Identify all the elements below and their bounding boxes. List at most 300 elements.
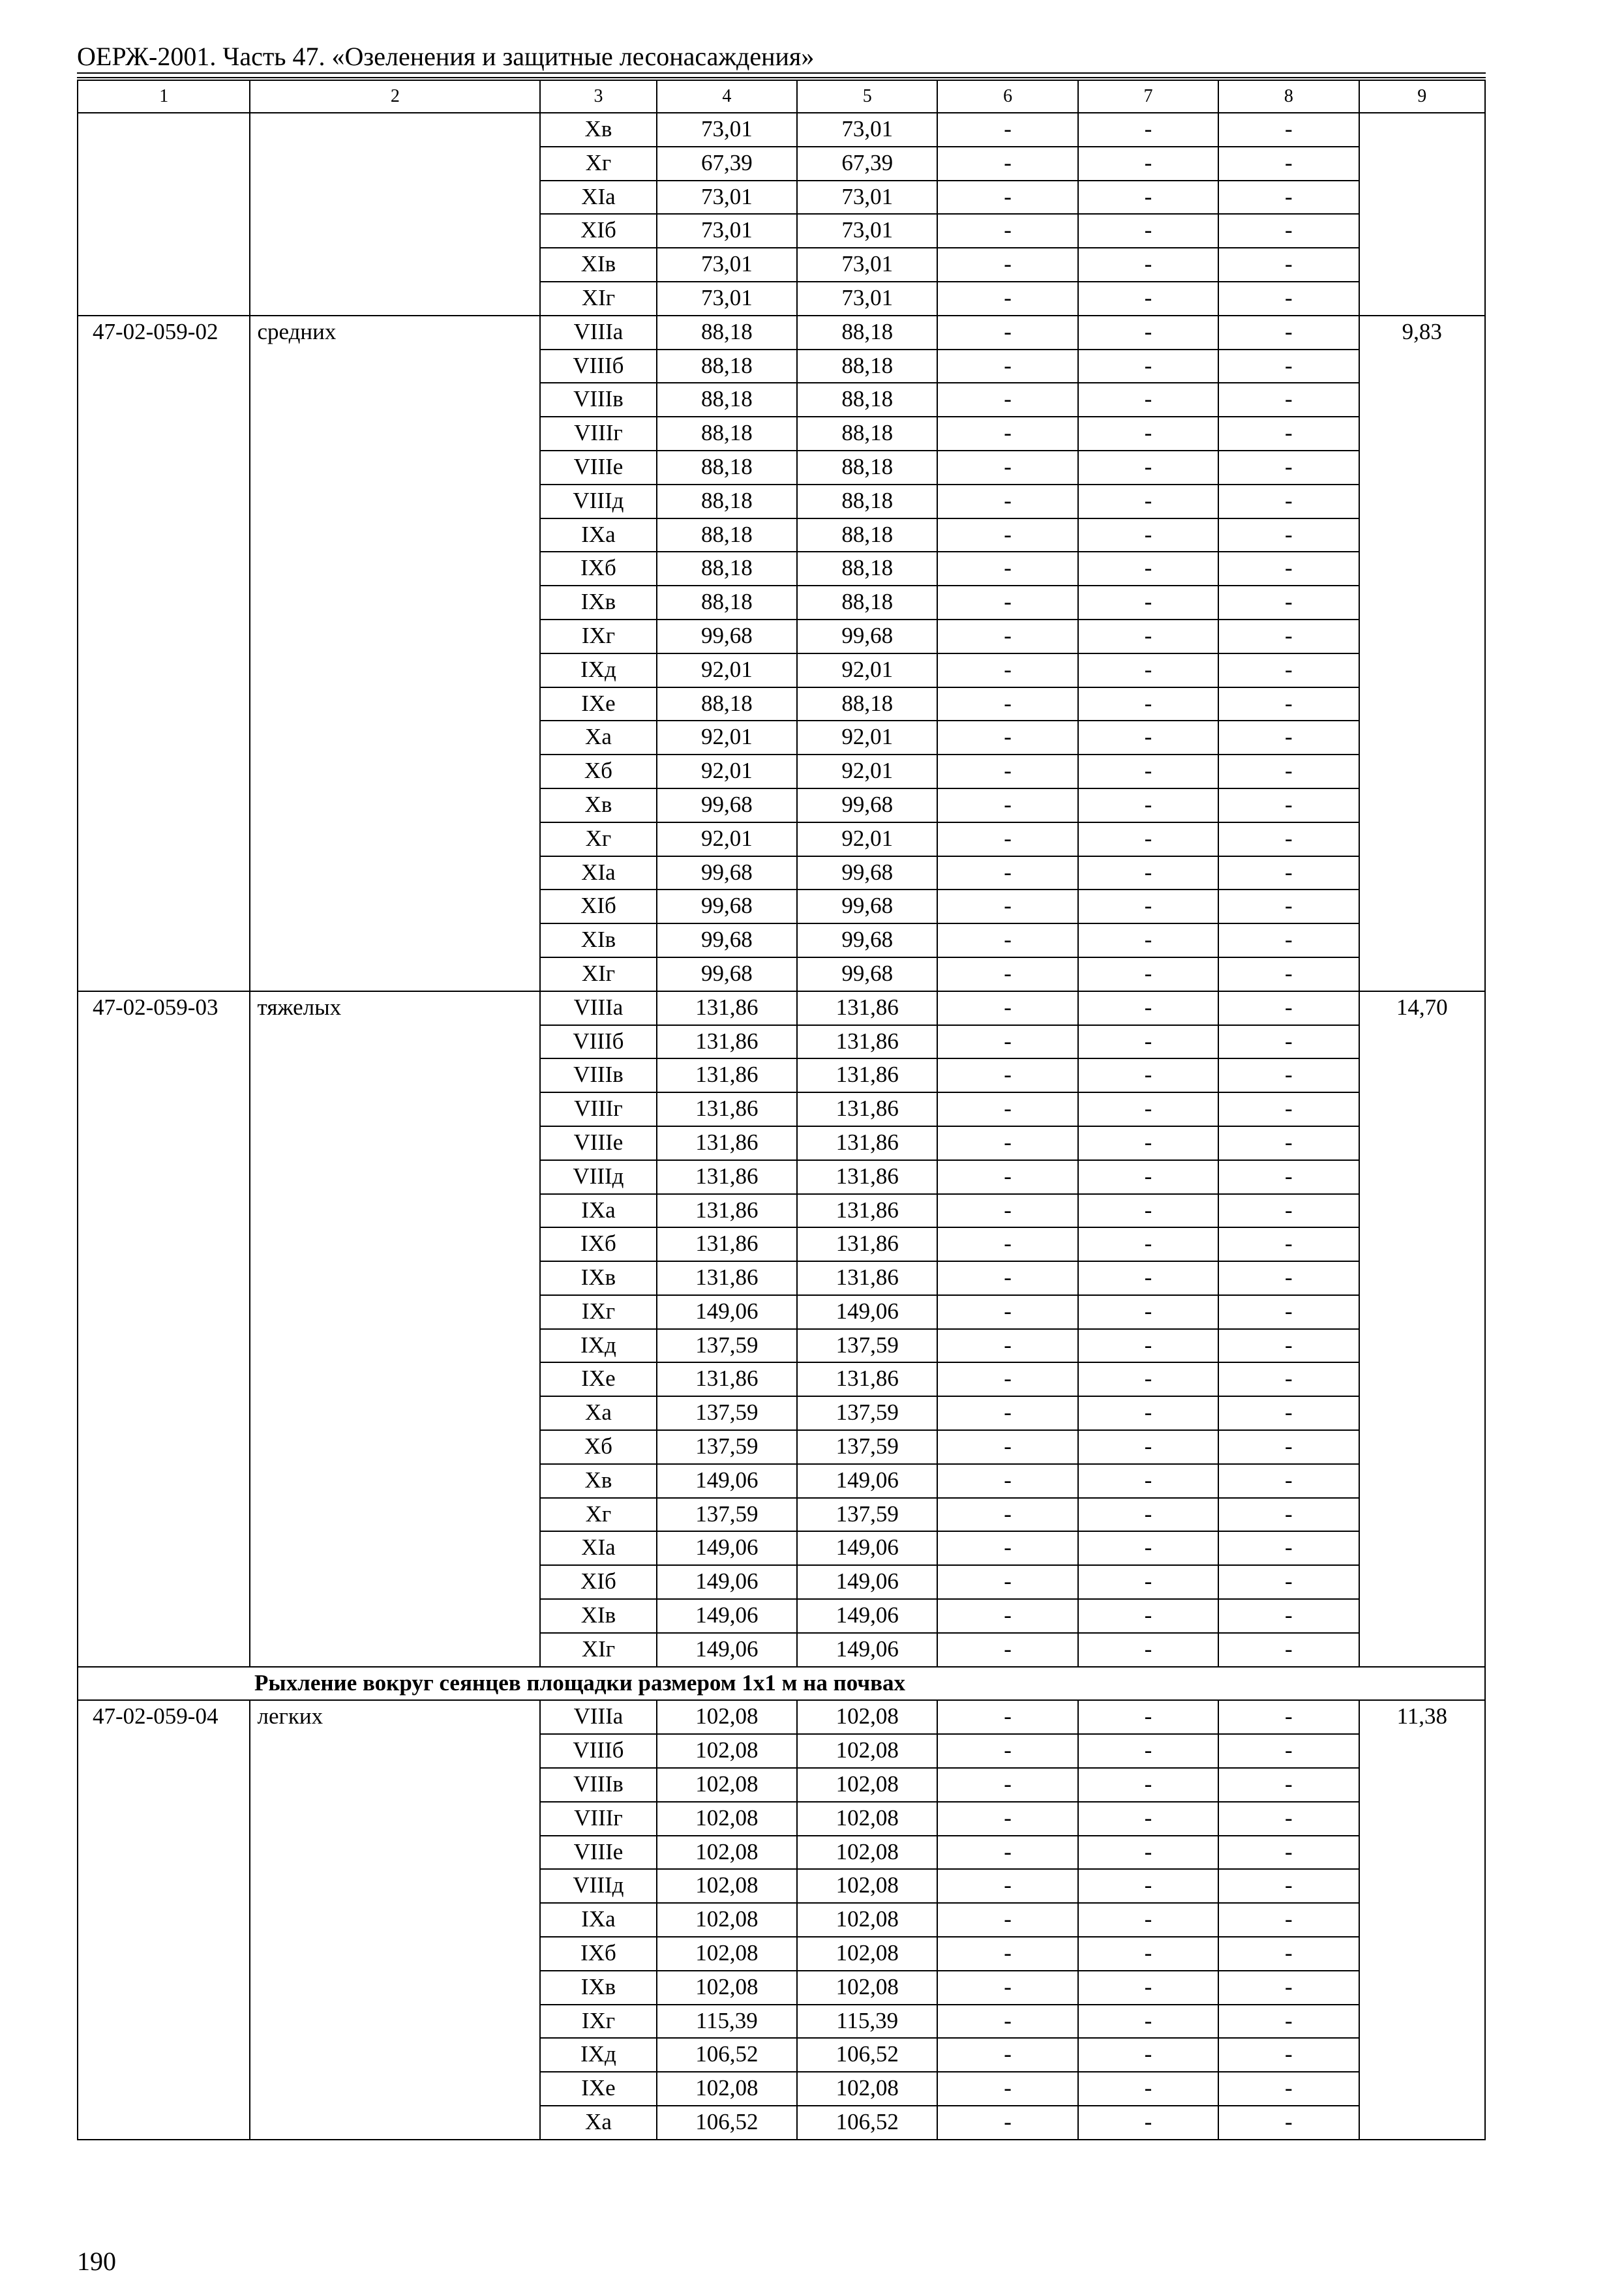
value-col5-cell: 99,68 [797,957,937,991]
zone-cell: VIIIг [540,417,656,451]
value-col6-cell: - [937,1700,1077,1734]
value-col8-cell: - [1218,1565,1359,1599]
value-col7-cell: - [1078,923,1218,957]
value-col6-cell: - [937,1633,1077,1667]
value-col8-cell: - [1218,1869,1359,1903]
value-col6-cell: - [937,282,1077,316]
value-col6-cell: - [937,586,1077,620]
value-col7-cell: - [1078,316,1218,350]
column-number: 8 [1218,80,1359,113]
value-col7-cell: - [1078,2106,1218,2140]
value-col7-cell: - [1078,991,1218,1025]
value-col4-cell: 137,59 [657,1430,797,1464]
value-col8-cell: - [1218,2072,1359,2106]
value-col8-cell: - [1218,1261,1359,1295]
value-col7-cell: - [1078,1768,1218,1802]
zone-cell: VIIIв [540,1768,656,1802]
value-col4-cell: 102,08 [657,1700,797,1734]
value-col4-cell: 88,18 [657,687,797,721]
value-col4-cell: 102,08 [657,1971,797,2005]
header-rule-double [77,77,1486,78]
value-col6-cell: - [937,1362,1077,1396]
value-col8-cell: - [1218,113,1359,147]
norm-code: 47-02-059-02 [78,316,250,991]
value-col4-cell: 106,52 [657,2038,797,2072]
value-col7-cell: - [1078,1329,1218,1363]
value-col5-cell: 131,86 [797,1227,937,1261]
value-col8-cell: - [1218,316,1359,350]
value-col4-cell: 73,01 [657,181,797,215]
zone-cell: IXд [540,653,656,687]
value-col6-cell: - [937,316,1077,350]
zone-cell: VIIIa [540,1700,656,1734]
value-col5-cell: 106,52 [797,2038,937,2072]
zone-cell: IXб [540,1227,656,1261]
value-col8-cell: - [1218,1194,1359,1228]
value-col8-cell: - [1218,1464,1359,1498]
norm-code: 47-02-059-04 [78,1700,250,2139]
zone-cell: Xв [540,1464,656,1498]
value-col7-cell: - [1078,1903,1218,1937]
column-number: 5 [797,80,937,113]
value-col4-cell: 131,86 [657,1058,797,1092]
value-col7-cell: - [1078,1734,1218,1768]
value-col5-cell: 99,68 [797,890,937,923]
value-col6-cell: - [937,822,1077,856]
value-col5-cell: 99,68 [797,620,937,653]
zone-cell: IXe [540,2072,656,2106]
value-col5-cell: 73,01 [797,248,937,282]
value-col4-cell: 99,68 [657,890,797,923]
value-col5-cell: 131,86 [797,1092,937,1126]
value-col4-cell: 149,06 [657,1464,797,1498]
value-col7-cell: - [1078,552,1218,586]
value-col7-cell: - [1078,822,1218,856]
value-col8-cell: - [1218,1531,1359,1565]
zone-cell: XIб [540,214,656,248]
value-col8-cell: - [1218,2005,1359,2039]
value-col4-cell: 149,06 [657,1633,797,1667]
value-col5-cell: 88,18 [797,451,937,485]
value-col5-cell: 102,08 [797,1937,937,1971]
value-col6-cell: - [937,1531,1077,1565]
zone-cell: XIa [540,856,656,890]
value-col7-cell: - [1078,957,1218,991]
value-col5-cell: 102,08 [797,1734,937,1768]
value-col5-cell: 131,86 [797,1261,937,1295]
table-row [78,113,1485,147]
zone-cell: XIб [540,1565,656,1599]
value-col5-cell: 88,18 [797,687,937,721]
zone-cell: Xa [540,721,656,755]
value-col4-cell: 149,06 [657,1295,797,1329]
value-col7-cell: - [1078,1971,1218,2005]
value-col4-cell: 131,86 [657,1362,797,1396]
value-col8-cell: - [1218,890,1359,923]
value-col6-cell: - [937,856,1077,890]
value-col4-cell: 88,18 [657,383,797,417]
value-col7-cell: - [1078,417,1218,451]
table-row [78,991,1485,1025]
value-col4-cell: 92,01 [657,822,797,856]
value-col5-cell: 88,18 [797,383,937,417]
value-col4-cell: 149,06 [657,1531,797,1565]
value-col7-cell: - [1078,248,1218,282]
section-title: Рыхление вокруг сеянцев площадки размером 1x1 м на почвах [78,1667,1485,1701]
value-col5-cell: 99,68 [797,923,937,957]
value-col5-cell: 149,06 [797,1599,937,1633]
value-col8-cell: - [1218,1633,1359,1667]
value-col8-cell: - [1218,1599,1359,1633]
value-col5-cell: 88,18 [797,417,937,451]
value-col4-cell: 102,08 [657,1903,797,1937]
value-col6-cell: - [937,1092,1077,1126]
value-col7-cell: - [1078,2038,1218,2072]
value-col5-cell: 149,06 [797,1295,937,1329]
value-col7-cell: - [1078,1869,1218,1903]
value-col6-cell: - [937,2038,1077,2072]
value-col4-cell: 131,86 [657,1126,797,1160]
zone-cell: IXв [540,1971,656,2005]
value-col6-cell: - [937,1836,1077,1870]
value-col8-cell: - [1218,1362,1359,1396]
value-col8-cell: - [1218,1971,1359,2005]
value-col4-cell: 102,08 [657,1937,797,1971]
value-col5-cell: 92,01 [797,721,937,755]
value-col8-cell: - [1218,822,1359,856]
zone-cell: IXд [540,2038,656,2072]
value-col8-cell: - [1218,1025,1359,1059]
page-number: 190 [77,2247,116,2276]
zone-cell: IXд [540,1329,656,1363]
value-col7-cell: - [1078,1498,1218,1532]
value-col7-cell: - [1078,620,1218,653]
value-col6-cell: - [937,1126,1077,1160]
value-col5-cell: 67,39 [797,147,937,181]
value-col5-cell: 73,01 [797,214,937,248]
value-col4-cell: 131,86 [657,1025,797,1059]
norm-code: 47-02-059-03 [78,991,250,1667]
zone-cell: VIIIг [540,1092,656,1126]
value-col4-cell: 102,08 [657,1802,797,1836]
value-col8-cell: - [1218,1836,1359,1870]
value-col5-cell: 137,59 [797,1329,937,1363]
value-col8-cell: - [1218,214,1359,248]
value-col4-cell: 88,18 [657,552,797,586]
zone-cell: Xб [540,755,656,788]
value-col6-cell: - [937,1396,1077,1430]
value-col5-cell: 73,01 [797,282,937,316]
value-col6-cell: - [937,1971,1077,2005]
value-col8-cell: - [1218,923,1359,957]
zone-cell: XIг [540,282,656,316]
zone-cell: IXв [540,1261,656,1295]
value-col7-cell: - [1078,383,1218,417]
value-col5-cell: 102,08 [797,1869,937,1903]
value-col4-cell: 131,86 [657,991,797,1025]
zone-cell: IXб [540,1937,656,1971]
value-col8-cell: - [1218,1430,1359,1464]
value-col4-cell: 73,01 [657,113,797,147]
value-col6-cell: - [937,383,1077,417]
norm-name: средних [250,316,540,991]
value-col5-cell: 73,01 [797,181,937,215]
value-col6-cell: - [937,1025,1077,1059]
value-col5-cell: 131,86 [797,1160,937,1194]
column-number: 2 [250,80,540,113]
value-col7-cell: - [1078,1261,1218,1295]
zone-cell: Xa [540,2106,656,2140]
value-col6-cell: - [937,1802,1077,1836]
value-col5-cell: 102,08 [797,1700,937,1734]
value-col7-cell: - [1078,1464,1218,1498]
value-col9-cell: 14,70 [1359,991,1485,1667]
value-col8-cell: - [1218,1498,1359,1532]
value-col5-cell: 102,08 [797,1768,937,1802]
value-col7-cell: - [1078,1836,1218,1870]
value-col7-cell: - [1078,1227,1218,1261]
value-col8-cell: - [1218,147,1359,181]
value-col5-cell: 131,86 [797,1362,937,1396]
value-col6-cell: - [937,890,1077,923]
value-col4-cell: 102,08 [657,1734,797,1768]
value-col5-cell: 102,08 [797,1802,937,1836]
zone-cell: IXг [540,620,656,653]
table-body [78,113,1485,2140]
zone-cell: Xв [540,788,656,822]
header-rule [77,72,1486,74]
value-col5-cell: 88,18 [797,316,937,350]
value-col7-cell: - [1078,2072,1218,2106]
value-col5-cell: 131,86 [797,1058,937,1092]
value-col6-cell: - [937,1430,1077,1464]
value-col6-cell: - [937,1329,1077,1363]
zone-cell: VIIIб [540,1025,656,1059]
value-col8-cell: - [1218,2106,1359,2140]
value-col5-cell: 88,18 [797,350,937,383]
value-col5-cell: 92,01 [797,822,937,856]
zone-cell: IXe [540,1362,656,1396]
value-col8-cell: - [1218,350,1359,383]
zone-cell: VIIIa [540,316,656,350]
value-col5-cell: 131,86 [797,1194,937,1228]
value-col6-cell: - [937,248,1077,282]
column-number: 4 [657,80,797,113]
zone-cell: VIIIб [540,350,656,383]
value-col4-cell: 131,86 [657,1092,797,1126]
zone-cell: Xa [540,1396,656,1430]
value-col5-cell: 99,68 [797,788,937,822]
value-col4-cell: 115,39 [657,2005,797,2039]
zone-cell: XIв [540,248,656,282]
value-col6-cell: - [937,113,1077,147]
value-col5-cell: 131,86 [797,991,937,1025]
value-col8-cell: - [1218,721,1359,755]
value-col4-cell: 137,59 [657,1498,797,1532]
value-col8-cell: - [1218,1126,1359,1160]
value-col5-cell: 88,18 [797,586,937,620]
value-col4-cell: 88,18 [657,586,797,620]
value-col8-cell: - [1218,1227,1359,1261]
value-col6-cell: - [937,1937,1077,1971]
value-col4-cell: 131,86 [657,1160,797,1194]
value-col6-cell: - [937,1295,1077,1329]
value-col6-cell: - [937,1498,1077,1532]
value-col4-cell: 73,01 [657,282,797,316]
value-col8-cell: - [1218,620,1359,653]
value-col8-cell: - [1218,1092,1359,1126]
norm-name: легких [250,1700,540,2139]
value-col5-cell: 92,01 [797,755,937,788]
value-col4-cell: 88,18 [657,350,797,383]
zone-cell: IXг [540,1295,656,1329]
value-col6-cell: - [937,991,1077,1025]
zone-cell: VIIIe [540,451,656,485]
value-col7-cell: - [1078,181,1218,215]
table-row [78,316,1485,350]
column-number-row [78,80,1485,113]
value-col5-cell: 102,08 [797,1971,937,2005]
value-col5-cell: 149,06 [797,1565,937,1599]
value-col4-cell: 137,59 [657,1396,797,1430]
value-col6-cell: - [937,214,1077,248]
value-col4-cell: 102,08 [657,1869,797,1903]
value-col5-cell: 102,08 [797,1836,937,1870]
value-col4-cell: 131,86 [657,1261,797,1295]
value-col5-cell: 149,06 [797,1464,937,1498]
norm-name [250,113,540,316]
value-col7-cell: - [1078,1531,1218,1565]
value-col5-cell: 92,01 [797,653,937,687]
value-col5-cell: 102,08 [797,1903,937,1937]
value-col7-cell: - [1078,1295,1218,1329]
zone-cell: IXa [540,1903,656,1937]
value-col6-cell: - [937,923,1077,957]
value-col6-cell: - [937,1058,1077,1092]
value-col8-cell: - [1218,1903,1359,1937]
zone-cell: VIIIд [540,485,656,518]
value-col6-cell: - [937,2005,1077,2039]
value-col8-cell: - [1218,687,1359,721]
zone-cell: IXг [540,2005,656,2039]
value-col7-cell: - [1078,1937,1218,1971]
value-col8-cell: - [1218,653,1359,687]
value-col6-cell: - [937,1599,1077,1633]
value-col4-cell: 92,01 [657,653,797,687]
value-col7-cell: - [1078,147,1218,181]
value-col7-cell: - [1078,1058,1218,1092]
value-col7-cell: - [1078,653,1218,687]
value-col6-cell: - [937,1227,1077,1261]
value-col7-cell: - [1078,856,1218,890]
zone-cell: IXб [540,552,656,586]
value-col8-cell: - [1218,991,1359,1025]
value-col8-cell: - [1218,552,1359,586]
zone-cell: Xб [540,1430,656,1464]
value-col4-cell: 88,18 [657,316,797,350]
value-col8-cell: - [1218,451,1359,485]
zone-cell: XIв [540,923,656,957]
value-col7-cell: - [1078,350,1218,383]
zone-cell: Xв [540,113,656,147]
zone-cell: Xг [540,147,656,181]
zone-cell: Xг [540,1498,656,1532]
value-col7-cell: - [1078,1565,1218,1599]
section-title-row [78,1667,1485,1701]
value-col5-cell: 88,18 [797,518,937,552]
value-col8-cell: - [1218,485,1359,518]
value-col5-cell: 131,86 [797,1126,937,1160]
zone-cell: VIIIe [540,1836,656,1870]
value-col4-cell: 88,18 [657,518,797,552]
value-col5-cell: 131,86 [797,1025,937,1059]
value-col4-cell: 102,08 [657,1836,797,1870]
value-col9-cell [1359,113,1485,316]
zone-cell: XIв [540,1599,656,1633]
value-col8-cell: - [1218,2038,1359,2072]
value-col7-cell: - [1078,586,1218,620]
value-col6-cell: - [937,1869,1077,1903]
value-col6-cell: - [937,1903,1077,1937]
zone-cell: VIIIд [540,1160,656,1194]
value-col7-cell: - [1078,485,1218,518]
value-col7-cell: - [1078,890,1218,923]
value-col7-cell: - [1078,1092,1218,1126]
value-col8-cell: - [1218,1058,1359,1092]
value-col4-cell: 149,06 [657,1599,797,1633]
zone-cell: IXa [540,518,656,552]
value-col6-cell: - [937,552,1077,586]
zone-cell: VIIIг [540,1802,656,1836]
value-col6-cell: - [937,755,1077,788]
value-col7-cell: - [1078,1362,1218,1396]
value-col7-cell: - [1078,518,1218,552]
value-col9-cell: 11,38 [1359,1700,1485,2139]
value-col6-cell: - [937,1464,1077,1498]
value-col4-cell: 99,68 [657,923,797,957]
zone-cell: IXв [540,586,656,620]
value-col6-cell: - [937,1194,1077,1228]
value-col6-cell: - [937,957,1077,991]
zone-cell: VIIIв [540,383,656,417]
value-col4-cell: 88,18 [657,451,797,485]
value-col6-cell: - [937,451,1077,485]
zone-cell: VIIIб [540,1734,656,1768]
column-number: 7 [1078,80,1218,113]
value-col7-cell: - [1078,687,1218,721]
value-col5-cell: 99,68 [797,856,937,890]
zone-cell: Xг [540,822,656,856]
value-col4-cell: 99,68 [657,957,797,991]
zone-cell: XIг [540,1633,656,1667]
value-col5-cell: 73,01 [797,113,937,147]
value-col8-cell: - [1218,248,1359,282]
value-col5-cell: 137,59 [797,1396,937,1430]
value-col6-cell: - [937,485,1077,518]
value-col8-cell: - [1218,1734,1359,1768]
zone-cell: IXe [540,687,656,721]
value-col5-cell: 88,18 [797,485,937,518]
table-row [78,1700,1485,1734]
value-col8-cell: - [1218,518,1359,552]
zone-cell: IXa [540,1194,656,1228]
value-col6-cell: - [937,181,1077,215]
value-col4-cell: 102,08 [657,1768,797,1802]
value-col4-cell: 106,52 [657,2106,797,2140]
value-col4-cell: 73,01 [657,214,797,248]
value-col7-cell: - [1078,1396,1218,1430]
zone-cell: VIIIв [540,1058,656,1092]
